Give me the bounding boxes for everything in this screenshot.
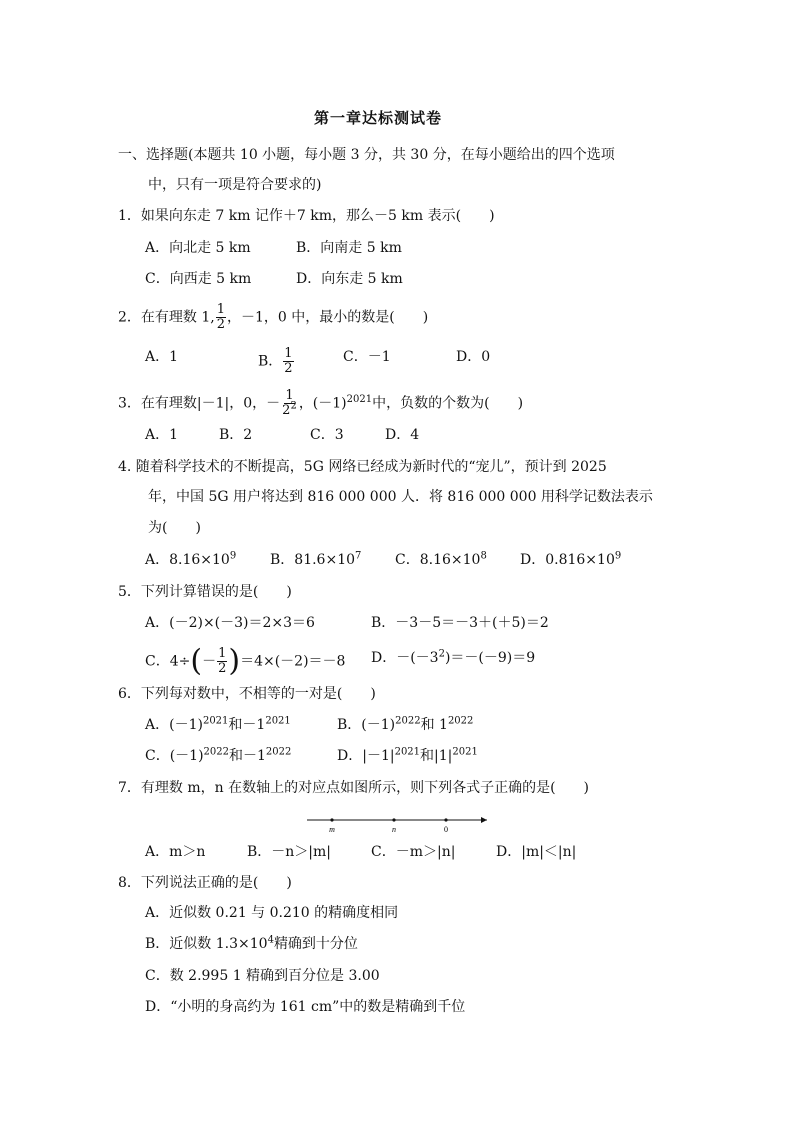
q8-option-a: A．近似数 0.21 与 0.210 的精确度相同 — [145, 905, 399, 921]
q8-b-post: 精确到十分位 — [273, 936, 358, 952]
q7-option-a: A．m＞n — [145, 844, 206, 860]
q5-d-exp: 2 — [438, 648, 445, 660]
q6-d1: D．|－1| — [337, 748, 395, 764]
question-7-stem: 7．有理数 m，n 在数轴上的对应点如图所示，则下列各式子正确的是( ) — [118, 780, 590, 796]
q3-option-b: B．2 — [219, 427, 253, 443]
q6-a1: A．(－1) — [145, 717, 203, 733]
q8-b-pre: B．近似数 1.3×10 — [145, 936, 268, 952]
q4-option-c — [395, 550, 487, 570]
section-instructions-line1: 一、选择题(本题共 10 小题，每小题 3 分，共 30 分，在每小题给出的四个选项 — [118, 147, 615, 163]
q6-b1: B．(－1) — [337, 717, 396, 733]
q5-c-den: 2 — [218, 661, 227, 676]
q6-a2: 和－1 — [228, 717, 266, 733]
point-n — [392, 818, 395, 821]
q2-option-b-label: B． — [258, 353, 283, 370]
q5-c-num: 1 — [218, 646, 227, 661]
q1-option-a: A．向北走 5 km — [145, 240, 251, 256]
q3-option-d: D．4 — [385, 427, 420, 443]
point-zero — [444, 818, 447, 821]
q8-b-exp: 4 — [267, 934, 274, 946]
q6-c-e1: 2022 — [203, 746, 229, 758]
label-m: m — [329, 825, 335, 834]
q6-d2: 和|1| — [420, 748, 453, 764]
q3-stem-post: 中，负数的个数为( ) — [372, 395, 524, 412]
q4-b-text: B．81.6×10 — [270, 552, 356, 568]
q4-option-b — [270, 550, 361, 570]
q2-frac-den: 2 — [216, 317, 225, 332]
q2-b-num: 1 — [284, 346, 293, 361]
q6-b2: 和 1 — [420, 717, 448, 733]
q3-frac-den — [281, 400, 298, 418]
question-5-stem: 5．下列计算错误的是( ) — [118, 584, 292, 600]
q3-frac-num: 1 — [285, 388, 294, 403]
q5-c-neg: － — [202, 653, 217, 670]
q2-option-a: A．1 — [145, 349, 179, 365]
q2-stem-pre: 2．在有理数 1, — [118, 309, 215, 326]
q3-fraction — [281, 389, 298, 418]
q5-option-c — [145, 643, 346, 679]
page-title: 第一章达标测试卷 — [314, 109, 443, 127]
q1-option-c: C．向西走 5 km — [145, 271, 252, 287]
q2-option-c: C．－1 — [343, 349, 391, 365]
q5-d-post: )＝－(－9)＝9 — [444, 650, 536, 666]
question-1-stem: 1．如果向东走 7 km 记作＋7 km，那么－5 km 表示( ) — [118, 208, 495, 224]
q4-option-a — [145, 550, 236, 570]
q6-d-e2: 2021 — [452, 746, 478, 758]
q3-exponent: 2021 — [346, 393, 373, 405]
q5-c-post: ＝4×(－2)＝－8 — [240, 653, 346, 670]
q6-c2: 和－1 — [229, 748, 266, 764]
q6-option-d — [337, 746, 478, 766]
q2-frac-num: 1 — [216, 302, 225, 317]
q5-c-fraction — [217, 647, 227, 676]
q6-option-a — [145, 715, 291, 735]
q2-option-d: D．0 — [456, 349, 491, 365]
label-n: n — [392, 825, 396, 834]
q3-stem-mid: ，(－1) — [298, 395, 347, 412]
q3-stem-pre: 3．在有理数|－1|，0，－ — [118, 395, 281, 412]
q8-option-c: C．数 2.995 1 精确到百分位是 3.00 — [145, 968, 380, 984]
number-line-diagram — [305, 812, 495, 834]
q4-a-text: A．8.16×10 — [145, 552, 230, 568]
q6-c1: C．(－1) — [145, 748, 204, 764]
q5-option-a: A．(－2)×(－3)＝2×3＝6 — [145, 615, 315, 631]
q5-d-pre: D．－(－3 — [371, 650, 439, 666]
q6-b-e1: 2022 — [395, 715, 421, 727]
q4-d-text: D．0.816×10 — [520, 552, 615, 568]
q7-option-d: D．|m|＜|n| — [496, 844, 577, 860]
q6-c-e2: 2022 — [265, 746, 292, 758]
q3-frac-den-exp: 2 — [290, 400, 297, 412]
q4-c-exp: 8 — [480, 550, 487, 562]
q8-option-b — [145, 934, 358, 954]
q7-option-b: B．－n＞|m| — [247, 844, 332, 860]
question-6-stem: 6．下列每对数中，不相等的一对是( ) — [118, 686, 376, 702]
point-m — [330, 818, 333, 821]
q4-c-text: C．8.16×10 — [395, 552, 481, 568]
q5-option-b: B．－3－5＝－3＋(＋5)＝2 — [371, 615, 549, 631]
q3-frac-den-base: 2 — [282, 403, 291, 418]
q2-option-b — [258, 347, 295, 376]
question-3-stem — [118, 389, 523, 418]
question-4-line1: 4. 随着科学技术的不断提高，5G 网络已经成为新时代的“宠儿”，预计到 2025 — [118, 459, 607, 475]
q2-option-b-fraction — [283, 347, 293, 376]
number-line-arrow-icon — [481, 817, 487, 823]
q4-a-exp: 9 — [229, 550, 237, 562]
q5-c-close-paren: ) — [228, 643, 241, 679]
question-8-stem: 8．下列说法正确的是( ) — [118, 875, 292, 891]
q2-stem-post: ，－1，0 中，最小的数是( ) — [227, 309, 429, 326]
q1-option-b: B．向南走 5 km — [296, 240, 402, 256]
q5-c-open-paren: ( — [190, 643, 203, 679]
q4-option-d — [520, 550, 621, 570]
q7-option-c: C．－m＞|n| — [371, 844, 456, 860]
q4-d-exp: 9 — [614, 550, 622, 562]
q6-option-b — [337, 715, 473, 735]
q1-option-d: D．向东走 5 km — [296, 271, 403, 287]
q5-c-pre: C．4÷ — [145, 653, 191, 670]
q4-b-exp: 7 — [355, 550, 362, 562]
q6-option-c — [145, 746, 291, 766]
q6-a-e2: 2021 — [265, 715, 291, 727]
section-instructions-line2: 中，只有一项是符合要求的) — [148, 177, 322, 193]
q6-d-e1: 2021 — [394, 746, 421, 758]
q2-fraction — [216, 303, 226, 332]
q5-option-d — [371, 648, 535, 668]
q6-b-e2: 2022 — [447, 715, 474, 727]
q8-option-d: D．“小明的身高约为 161 cm”中的数是精确到千位 — [145, 999, 466, 1015]
q3-option-c: C．3 — [310, 427, 344, 443]
question-4-line3: 为( ) — [148, 520, 201, 536]
question-2-stem — [118, 303, 428, 332]
q2-b-den: 2 — [284, 361, 293, 376]
question-4-line2: 年，中国 5G 用户将达到 816 000 000 人．将 816 000 000 用科学记数法表示 — [148, 489, 653, 505]
q6-a-e1: 2021 — [202, 715, 229, 727]
label-zero: 0 — [444, 825, 448, 834]
q3-option-a: A．1 — [145, 427, 179, 443]
